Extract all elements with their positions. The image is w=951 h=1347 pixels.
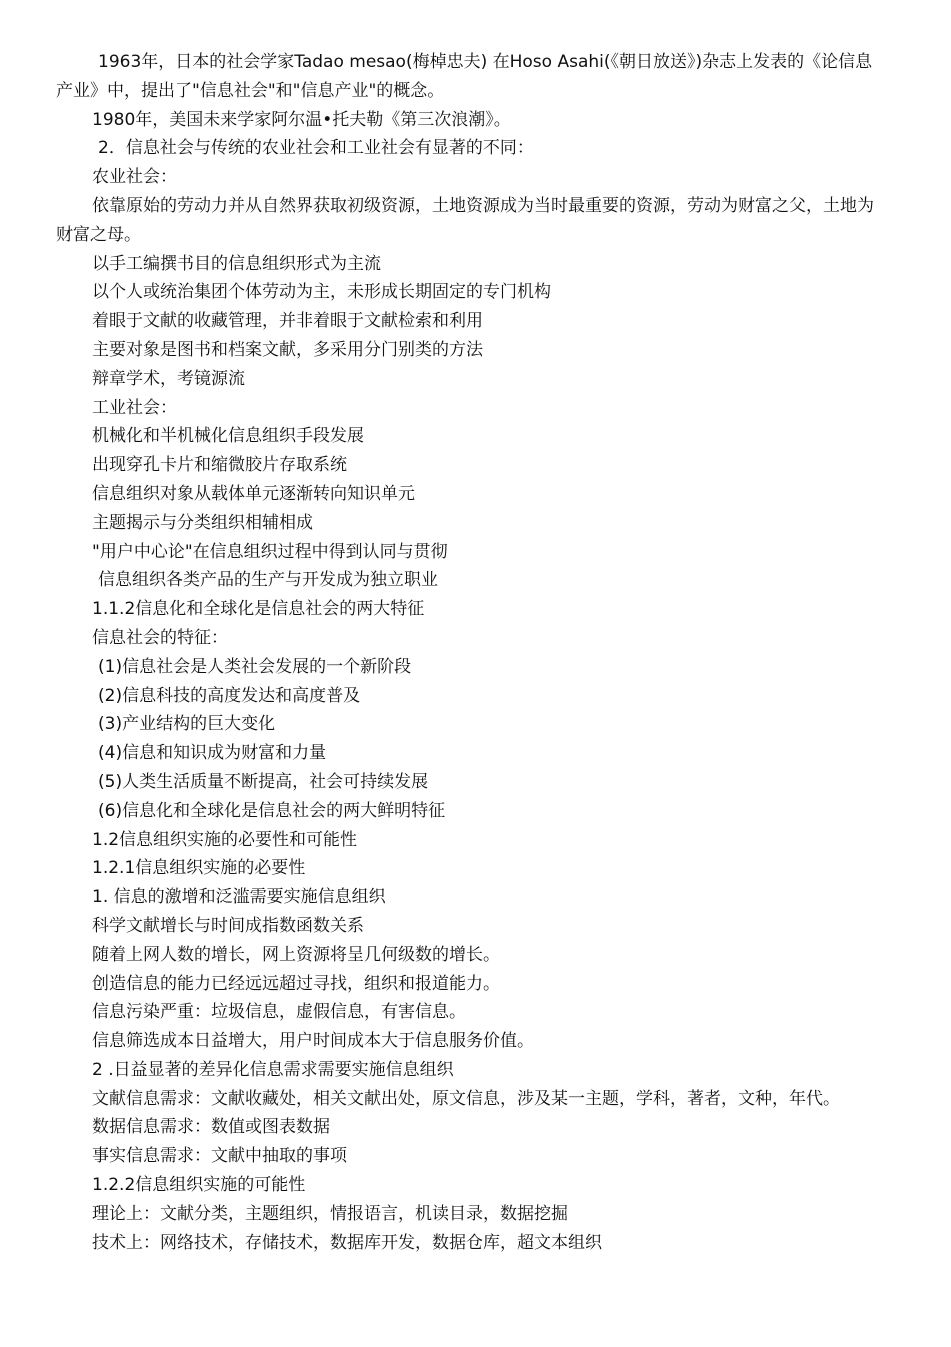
paragraph-books-archives: 主要对象是图书和档案文献，多采用分门别类的方法 xyxy=(92,339,483,360)
paragraph-data-needs: 数据信息需求：数值或图表数据 xyxy=(92,1117,330,1138)
paragraph-individual-labor: 以个人或统治集团个体劳动为主，未形成长期固定的专门机构 xyxy=(92,282,551,303)
paragraph-agricultural-society: 农业社会： xyxy=(92,167,177,188)
paragraph-manual-bibliography: 以手工编撰书目的信息组织形式为主流 xyxy=(92,253,381,274)
paragraph-section-1-2-1: 1.2.1信息组织实施的必要性 xyxy=(92,858,306,879)
paragraph-scholarship: 辩章学术，考镜源流 xyxy=(92,368,245,389)
paragraph-creation-capacity: 创造信息的能力已经远远超过寻找，组织和报道能力。 xyxy=(92,973,500,994)
paragraph-1980-toffler: 1980年，美国未来学家阿尔温•托夫勒《第三次浪潮》。 xyxy=(92,109,511,130)
paragraph-info-society-features: 信息社会的特征： xyxy=(92,627,228,648)
paragraph-theory: 理论上：文献分类，主题组织，情报语言，机读目录，数据挖掘 xyxy=(92,1203,568,1224)
paragraph-industrial-society: 工业社会： xyxy=(92,397,177,418)
list-item-feature-5: (5)人类生活质量不断提高，社会可持续发展 xyxy=(98,771,429,792)
paragraph-info-pollution: 信息污染严重：垃圾信息，虚假信息，有害信息。 xyxy=(92,1002,466,1023)
paragraph-fact-needs: 事实信息需求：文献中抽取的事项 xyxy=(92,1146,347,1167)
document-body xyxy=(56,48,886,1257)
paragraph-section-2-heading: 2．信息社会与传统的农业社会和工业社会有显著的不同： xyxy=(98,138,534,159)
list-item-feature-3: (3)产业结构的巨大变化 xyxy=(98,714,276,735)
paragraph-independent-profession: 信息组织各类产品的生产与开发成为独立职业 xyxy=(98,570,438,591)
list-item-feature-2: (2)信息科技的高度发达和高度普及 xyxy=(98,685,361,706)
paragraph-section-1-2-2: 1.2.2信息组织实施的可能性 xyxy=(92,1175,306,1196)
paragraph-user-centered: "用户中心论"在信息组织过程中得到认同与贯彻 xyxy=(92,541,448,562)
paragraph-online-growth: 随着上网人数的增长，网上资源将呈几何级数的增长。 xyxy=(92,944,500,965)
paragraph-filtering-cost: 信息筛选成本日益增大，用户时间成本大于信息服务价值。 xyxy=(92,1031,534,1052)
paragraph-section-1-2: 1.2信息组织实施的必要性和可能性 xyxy=(92,829,358,850)
paragraph-1963-origin: 1963年，日本的社会学家Tadao mesao(梅棹忠夫) 在Hoso Asahi(《朝日放送》)杂志上发表的《论信息产业》中，提出了"信息社会"和"信息产业"的概念。 xyxy=(56,52,873,101)
list-item-feature-1: (1)信息社会是人类社会发展的一个新阶段 xyxy=(98,656,412,677)
paragraph-technology: 技术上：网络技术，存储技术，数据库开发，数据仓库，超文本组织 xyxy=(92,1232,602,1253)
paragraph-info-explosion: 1. 信息的激增和泛滥需要实施信息组织 xyxy=(92,887,386,908)
paragraph-mechanization: 机械化和半机械化信息组织手段发展 xyxy=(92,426,364,447)
paragraph-subject-classification: 主题揭示与分类组织相辅相成 xyxy=(92,512,313,533)
paragraph-exponential-growth: 科学文献增长与时间成指数函数关系 xyxy=(92,915,364,936)
paragraph-document-needs: 文献信息需求：文献收藏处，相关文献出处，原文信息，涉及某一主题，学科，著者，文种，年代。 xyxy=(92,1088,840,1109)
paragraph-collection-management: 着眼于文献的收藏管理，并非着眼于文献检索和利用 xyxy=(92,311,483,332)
paragraph-agricultural-description: 依靠原始的劳动力并从自然界获取初级资源，土地资源成为当时最重要的资源，劳动为财富之父，土地为财富之母。 xyxy=(56,195,874,245)
list-item-feature-4: (4)信息和知识成为财富和力量 xyxy=(98,743,327,764)
paragraph-punch-cards: 出现穿孔卡片和缩微胶片存取系统 xyxy=(92,455,347,476)
paragraph-knowledge-units: 信息组织对象从载体单元逐渐转向知识单元 xyxy=(92,483,415,504)
paragraph-differentiated-needs: 2 .日益显著的差异化信息需求需要实施信息组织 xyxy=(92,1059,454,1080)
list-item-feature-6: (6)信息化和全球化是信息社会的两大鲜明特征 xyxy=(98,800,446,821)
paragraph-section-1-1-2: 1.1.2信息化和全球化是信息社会的两大特征 xyxy=(92,599,425,620)
